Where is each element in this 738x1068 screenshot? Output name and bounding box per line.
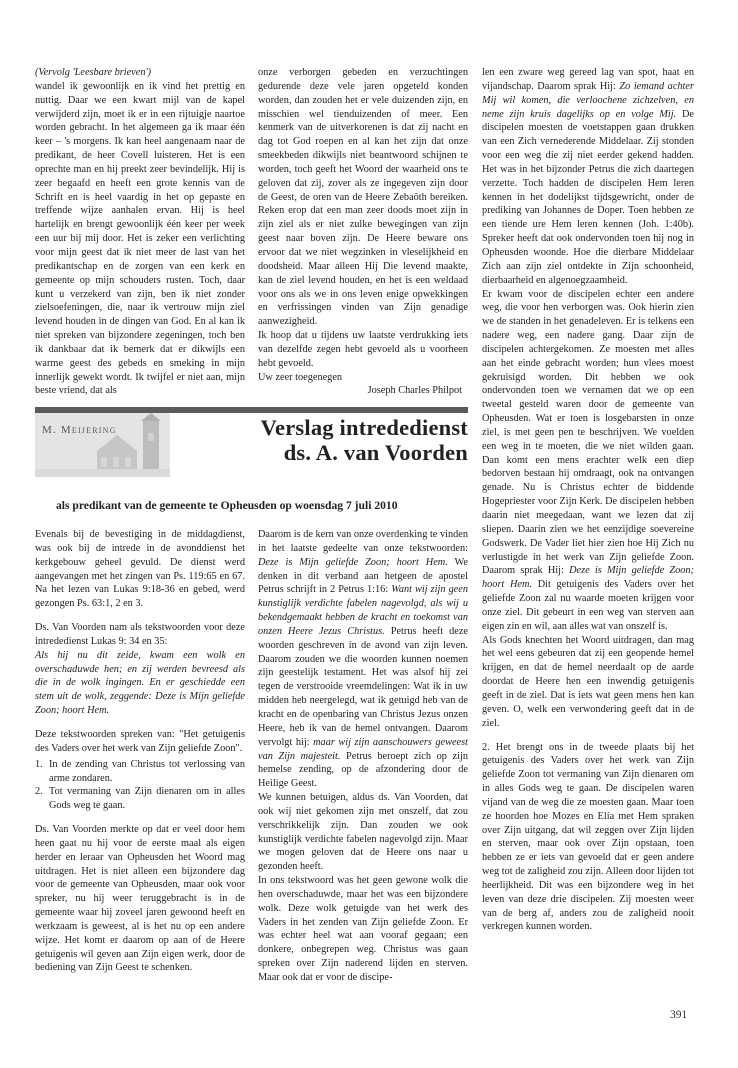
scripture-quote: Zo iemand achter Mij wil komen, die verloochene zichzelven, en neme zijn kruis dagelijks op en volge Mij. bbox=[482, 80, 694, 120]
letters-column-1 bbox=[35, 66, 245, 398]
article-paragraph bbox=[258, 528, 468, 791]
article-paragraph: We kunnen betuigen, aldus ds. Van Voorden, dat ook wij niet gekomen zijn met onszelf, dat zou verschrikkelijk zijn. Dan zouden we ook kunstiglijk verdichte fabelen nagevolgd zijn. Maar we mogen geloven dat de Heere ons naar u gezonden heeft. bbox=[258, 792, 468, 873]
church-photo bbox=[35, 413, 170, 477]
author-name: M. Meijering bbox=[42, 424, 117, 436]
church-icon bbox=[35, 413, 170, 477]
article-title-line-1: Verslag intrededienst bbox=[260, 415, 468, 440]
letter-signature: Joseph Charles Philpot bbox=[367, 385, 462, 397]
list-number: 1. bbox=[35, 758, 43, 770]
text-run: Petrus beroept zich op zijn hemelse zending, op de afzondering door de Heilige Geest. bbox=[258, 750, 468, 790]
text-run: Daarom is de kern van onze overdenking te vinden in het laatste gedeelte van onze tekstwoorden: bbox=[258, 529, 468, 554]
text-run: Petrus heeft deze woorden geschreven in de avond van zijn leven. Daarom zouden we die woorden kunnen noemen zijn geestelijk testament. Het was alsof hij zei tegen de verstrooide vreemdelingen: Wat ik in uw midden heb neergelegd, wat ik getuigd heb van de kracht en de openbaring van Christus Jezus onzen Heere, heb ik van de hemel ontvangen. Daarom vervolgt hij: bbox=[258, 625, 468, 748]
article-column-2 bbox=[258, 528, 468, 985]
article-paragraph: Ds. Van Voorden nam als tekstwoorden voor deze intrededienst Lukas 9: 34 en 35: bbox=[35, 622, 245, 647]
article-paragraph bbox=[482, 288, 694, 634]
article-paragraph: Evenals bij de bevestiging in de middagdienst, was ook bij de intrede in de avonddienst het kerkgebouw geheel gevuld. De dienst werd aangevangen met het zingen van Ps. 119:65 en 67. Na het lezen van Lukas 9:18-36 en gebed, werd gezongen Ps. 63:1, 2 en 3. bbox=[35, 529, 245, 610]
list-number: 2. bbox=[35, 786, 43, 798]
article-paragraph: Ds. Van Voorden merkte op dat er veel door hem heen gaat nu hij voor de eerste maal als eigen herder en leraar van Opheusden het Woord mag uitdragen. Het is niet alleen een bijzondere dag voor de gemeente van Opheusden, maar ook voor spreker, nu hij weer teruggebracht is in de gemeente waar hij zoveel jaren gewoond heeft en werkzaam is geweest, al is het nu op een andere wijze. Het komt er daarom op aan of de Heere getuigenis wil geven aan Zijn eigen werk, door de bediening van Zijn Geest te schenken. bbox=[35, 824, 245, 974]
letter-greeting: Uw zeer toegenegen bbox=[258, 371, 343, 383]
letters-text-3: Ik hoop dat u tijdens uw laatste verdrukking iets van dezelfde zegen hebt gevoeld als u voorheen hebt gevoeld. bbox=[258, 330, 468, 369]
article-paragraph: Als Gods knechten het Woord uitdragen, dan mag het wel eens gebeuren dat zij een geopende hemel krijgen, en dat de hemel neerdaalt op de aarde doordat de Heere hen een inwendig getuigenis geeft in de ziel. Dat is iets wat geen mens hen kan geven. O, welk een verwondering geeft dat in de ziel. bbox=[482, 634, 694, 729]
list-item bbox=[35, 785, 245, 813]
article-paragraph: In ons tekstwoord was het geen gewone wolk die hen overschaduwde, maar het was een bijzondere wolk. Deze wolk getuigde van het werk des Vaders in het zenden van Zijn geliefde Zoon. Er was echter heel wat aan vooraf gegaan; een donkere, onbegrepen weg. Christus was gaan spreken over Zijn naderend lijden en sterven. Maar ook dat er voor de discipe- bbox=[258, 875, 468, 983]
scripture-quote: Als hij nu dit zeide, kwam een wolk en overschaduwde hen; en zij werden bevreesd als die in de wolk ingingen. En er geschiedde een stem uit de wolk, zeggende: Deze is Mijn geliefde Zoon; hoort Hem. bbox=[35, 649, 245, 717]
scripture-quote: Deze is Mijn geliefde Zoon; hoort Hem. bbox=[258, 556, 448, 568]
list-text: In de zending van Christus tot verlossing van arme zondaren. bbox=[49, 758, 245, 784]
article-paragraph: Deze tekstwoorden spreken van: "Het getuigenis des Vaders over het werk van Zijn geliefde Zoon". bbox=[35, 728, 245, 754]
text-run: We denken in dit verband aan hetgeen de apostel Petrus schrijft in 2 Petrus 1:16: bbox=[258, 556, 468, 596]
article-header bbox=[35, 405, 468, 497]
scripture-quote: Deze is Mijn geliefde Zoon; hoort Hem. bbox=[482, 565, 694, 591]
page-number: 391 bbox=[670, 1009, 688, 1021]
letters-text-1: wandel ik gewoonlijk en ik vind het prettig en nuttig. Daar we een kwart mijl van de kapel verwijderd zijn, moet ik er in een rijtuigje naartoe worden gebracht. In het algemeen ga ik maar één keer – 's morgens. Ik kan heel aangenaam naar de predikant, de heer Covell luisteren. Het is een oprechte man en hij preekt zeer bevindelijk. Hij is zeer begaafd en heeft een grote kennis van de Schrift en is heel vaardig in het op gepaste en treffende wijze aanhalen ervan. Hij is heel hartelijk en brengt gewoonlijk één keer per week een uur bij mij door. Het is zeker een verlichting voor mijn geest dat ik niet meer de last van het predikantschap en de zorgen van een kerk en gemeente op mijn schouders rusten. Toch, daar kunt u verzekerd van zijn, ben ik niet zonder zielsoefeningen, die, naar ik vertrouw mijn ziel levend houden in de dingen van God. En al kan ik niet spreken van bijzondere zegeningen, toch ben ik dankbaar dat ik bemerk dat er dikwijls een warme geest des gebeds en smeking in mijn innerlijk gewekt wordt. Ik twijfel er niet aan, mijn beste vriend, dat als bbox=[35, 80, 245, 397]
article-column-1 bbox=[35, 528, 245, 975]
text-run: len een zware weg gereed lag van spot, haat en vijandschap. Daarom sprak Hij: bbox=[482, 67, 694, 92]
list-item bbox=[35, 758, 245, 786]
continued-note: (Vervolg 'Leesbare brieven') bbox=[35, 67, 152, 78]
article-subtitle: als predikant van de gemeente te Opheusden op woensdag 7 juli 2010 bbox=[56, 499, 398, 512]
letters-column-2 bbox=[258, 66, 468, 398]
scripture-quote: maar wij zijn aanschouwers geweest van Zijn majesteit. bbox=[258, 736, 468, 762]
letters-text-2: onze verborgen gebeden en verzuchtingen gedurende deze vele jaren opgeteld konden worden, dan zouden het er vele duizenden zijn, en misschien wel tienduizenden of meer. Een kenmerk van de uitverkorenen is dat zij nacht en dag tot God roepen en al kan het zijn dat onze smeekbeden dikwijls niet beantwoord schijnen te worden, toch geeft het Woord der waarheid ons te geloven dat zij, zover als ze ingegeven zijn door de Geest, de oren van de Heere Zebaôth bereiken. Reken erop dat een man zeer doods moet zijn in zijn ziel als er niet zulke bewegingen van zijn geest naar boven zijn. De Heere beware ons ervoor dat we niet wegzinken in vleselijkheid en doodsheid. Maar alleen Hij Die levend maakte, kan de ziel levend houden, en het is een weldaad voor ons als we in ons leven enige opwekkingen en verfrissingen vinden van Zijn genadige aanwezigheid. bbox=[258, 67, 468, 328]
text-run: Dit getuigenis des Vaders over het geliefde Zoon zal nu waarde moeten krijgen voor onze ziel. Dit gebeurt in een weg van sterven aan eigen zin en wil, aan alles wat van onszelf is. bbox=[482, 579, 694, 632]
sermon-points-list bbox=[35, 758, 245, 813]
list-text: Tot vermaning van Zijn dienaren om in alles Gods weg te gaan. bbox=[49, 786, 245, 812]
article-paragraph bbox=[482, 66, 694, 288]
article-column-3 bbox=[482, 66, 694, 934]
scripture-quote: Want wij zijn geen kunstiglijk verdichte fabelen nagevolgd, als wij u bekendgemaakt hebben de kracht en toekomst van onzen Heere Jezus Christus. bbox=[258, 584, 469, 637]
text-run: De discipelen moesten de voetstappen gaan drukken van een Zich vernederende Middelaar. Zij stonden voor een weg die zij niet eerder gekend hadden. Het was in het bijzonder Petrus die zich daartegen verzette. Toch hadden de discipelen Hem leren kennen in het dodelijkst tijdsgewricht, onder de prediking van Johannes de Doper. Toen hebben ze een tiende ure Hem leren kennen (Joh. 1:40b). Spreker heeft dat ook ondervonden toen hij nog in Opheusden woonde. Hoe die dierbare Middelaar Zich aan zijn ziel ontdekte in Zijn schoonheid, dierbaarheid en algenoegzaamheid. bbox=[482, 108, 694, 286]
article-title-line-2: ds. A. van Voorden bbox=[283, 440, 468, 465]
text-run: Er kwam voor de discipelen echter een andere weg, die voor hen verborgen was. Ook hierin zien we de standen in het genadeleven. Er is telkens een nadere weg, een nadere gang. Daar zijn de discipelen achtergekomen. Ze moesten met alles aan het einde gebracht worden; hun vlees moest gekruisigd worden. Dit hebben we ook ondervonden toen we vernamen dat we op een tweetal gesteld waren door de gemeente van Opheusden. Wat er toen is losgebarsten in onze ziel, is met geen pen te beschrijven. We voelden een weg in te moeten, die we niet wilden gaan. Dan komt een mens erachter welk een diep bedorven bestaan hij omdraagt, ook na ontvangen genade. Nu is Christus echter de biddende Hogepriester voor Zijn Kerk. De discipelen hebben daarin niet meegedaan, want we lezen dat zij sliepen. Daarin zien we het eenzijdige soevereine Godswerk. De Vader liet hier zien hoe Hij Zich nu verlustigde in het werk van Zijn geliefde Zoon. Daarom sprak Hij: bbox=[482, 288, 694, 577]
article-paragraph: 2. Het brengt ons in de tweede plaats bij het getuigenis des Vaders over het werk van Zijn geliefde Zoon tot vermaning van Zijn dienaren om in alles Gods weg te gaan. De discipelen waren vijand van de weg die ze moesten gaan. Maar toen ze hoorden hoe Mozes en Elía met Hem spraken over Zijn uitgang, dat wil zeggen over Zijn lijden en sterven, maar ook over Zijn opstaan, toen hebben ze er iets van gevoeld dat er geen andere weg tot de zaligheid zou zijn. Alleen door lijden tot heerlijkheid. Dit was een bijzondere weg in het leven van deze drie discipelen. Zij moesten weer van de berg af, anders zou de zaligheid nooit verkregen kunnen worden. bbox=[482, 741, 694, 933]
